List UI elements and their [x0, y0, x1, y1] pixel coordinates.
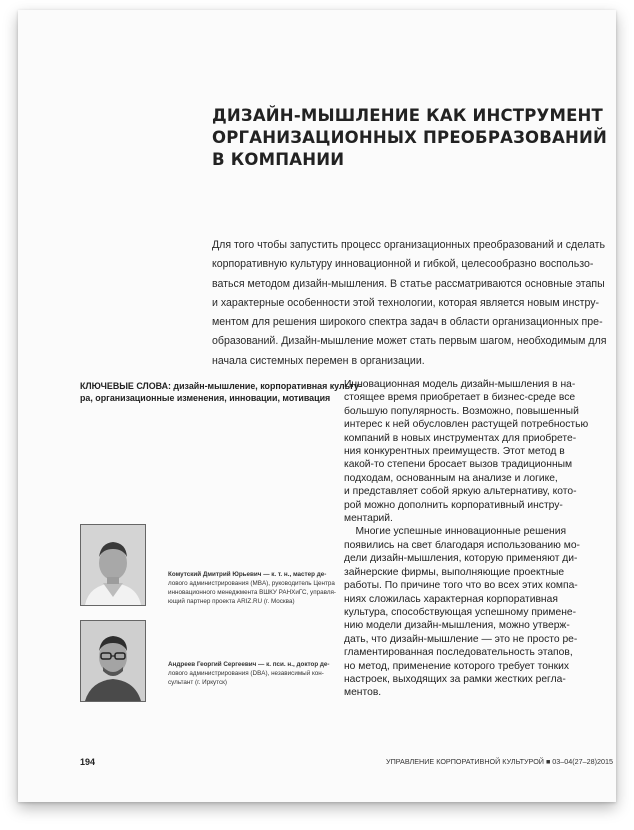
body-line: большую популярность. Возможно, повышенный [344, 405, 579, 417]
abstract-line: Для того чтобы запустить процесс организационных преобразований и сделать [212, 239, 605, 251]
body-line: и представляет собой яркую альтернативу, кото- [344, 486, 577, 498]
abstract-line: ментом для решения широкого спектра задач в области организационных пре- [212, 316, 603, 329]
abstract-line: ваться методом дизайн-мышления. В статье рассматриваются основные этапы [212, 277, 605, 290]
body-line: ниях сложилась характерная корпоративная [344, 593, 558, 605]
author-bio-line: Андреев Георгий Сергеевич — к. пси. н., доктор де- [168, 661, 330, 668]
article-abstract [212, 236, 612, 371]
journal-footer: УПРАВЛЕНИЕ КОРПОРАТИВНОЙ КУЛЬТУРОЙ ■ 03–04(27–28)2015 [386, 757, 614, 766]
body-line: появились на свет благодаря использованию мо- [344, 539, 580, 551]
page-number: 194 [80, 757, 96, 767]
body-line: ния конкурентных преимуществ. Этот метод в [344, 446, 565, 458]
body-line: нию модели дизайн-мышления, можно утверж- [344, 620, 570, 632]
author-bio-line: лового администрирования (DBA), независимый кон- [168, 670, 324, 677]
abstract-line: корпоративную культуру инновационной и гибкой, целесообразно воспользо- [212, 258, 594, 271]
body-line: зайнерские фирмы, выполняющие проектные [344, 566, 565, 578]
body-line: Инновационная модель дизайн-мышления в на- [344, 379, 576, 390]
author-bio-line: лового администрирования (MBA), руководитель Центра [168, 580, 335, 587]
body-line: культура, способствующая успешному примене- [344, 606, 577, 618]
body-line: дели дизайн-мышления, которую применяют ди- [344, 553, 578, 565]
article-title [212, 105, 612, 171]
author-bio-line: инновационного менеджмента ВШКУ РАНХиГС, управля- [168, 589, 336, 596]
keywords-line: КЛЮЧЕВЫЕ СЛОВА: дизайн-мышление, корпоративная культу- [80, 381, 362, 391]
body-line: ментов. [344, 687, 382, 699]
article-keywords [80, 380, 362, 404]
author-photo [80, 524, 146, 606]
body-line: Многие успешные инновационные решения [344, 526, 567, 538]
body-line: настроек, выходящих за рамки жестких регла- [344, 673, 566, 685]
abstract-line: начала системных перемен в организации. [212, 354, 425, 367]
author-photo [80, 620, 146, 702]
author-bio-line: ющий партнер проекта ARIZ.RU (г. Москва) [168, 598, 295, 605]
author-bio-line: Комутский Дмитрий Юрьевич — к. т. н., мастер де- [168, 571, 327, 578]
body-line: работы. По причине того что во всех этих компа- [344, 580, 578, 592]
article-body [344, 378, 594, 700]
body-line: рой можно дополнить корпоративный инстру- [344, 499, 563, 511]
body-line: подходам, основанным на анализе и логике, [344, 472, 558, 484]
body-line: стоящее время приобретает в бизнес-среде все [344, 392, 576, 404]
abstract-line: образований. Дизайн-мышление может стать первым шагом, необходимым для [212, 335, 607, 348]
author-bio-line: сультант (г. Иркутск) [168, 679, 227, 686]
body-line: какой-то степени бросает вызов традиционным [344, 459, 573, 471]
title-line: В КОМПАНИИ [212, 150, 345, 169]
author-bio [168, 570, 336, 606]
body-line: гламентированная последовательность этапов, [344, 647, 573, 659]
title-line: ОРГАНИЗАЦИОННЫХ ПРЕОБРАЗОВАНИЙ [212, 128, 607, 147]
abstract-line: и характерные особенности этой технологии, которая является новым инстру- [212, 296, 600, 309]
body-line: ментарий. [344, 513, 393, 525]
author-bio [168, 660, 330, 687]
journal-page [18, 10, 616, 802]
body-line: компаний в новых инструментах для приобрете- [344, 432, 577, 444]
body-line: интерес к ней обусловлен растущей потребностью [344, 419, 589, 431]
keywords-line: ра, организационные изменения, инновации, мотивация [80, 393, 331, 403]
body-line: дать, что дизайн-мышление — это не просто ре- [344, 633, 578, 645]
body-line: но метод, применение которого требует тонких [344, 660, 570, 672]
title-line: ДИЗАЙН-МЫШЛЕНИЕ КАК ИНСТРУМЕНТ [212, 106, 604, 125]
